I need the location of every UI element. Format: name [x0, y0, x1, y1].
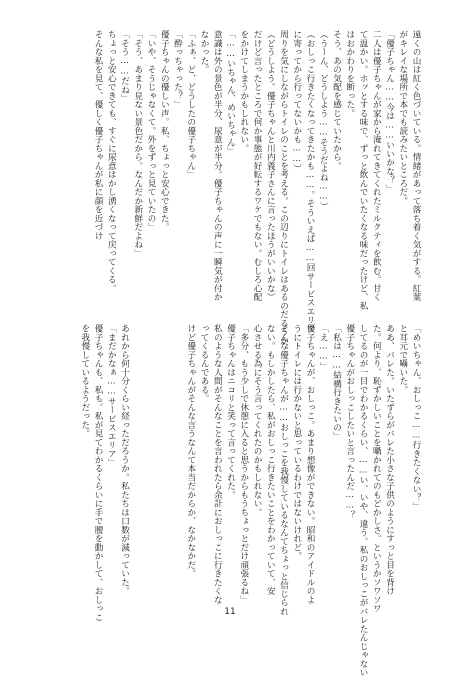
top-text-line: 「酔っちゃった？」 — [172, 30, 183, 109]
top-text-line: （おしっこ行きたくなってきたかも……。そういえば……回サービスエリア — [305, 30, 315, 334]
page-number: 11 — [224, 607, 236, 617]
top-text-line: はおかわりを断った。 — [344, 30, 355, 118]
bottom-text-line: 優子ちゃんがおしっこしたいと言ったんだ……？ — [344, 324, 355, 520]
bottom-text-line — [157, 324, 170, 588]
top-text-line: そう、あの気配を感じていたから。 — [331, 30, 342, 170]
bottom-text-line: そんな優子ちゃんが……おしっこを我慢しているなんてちょっと信じられ — [278, 324, 289, 616]
top-text-line: そんな私を見て、優しく優子ちゃんが私に顔を近づけ — [93, 30, 103, 240]
bottom-text-line: 私のような人間がそんなことを言われたら余計におしっこに行きたくな — [212, 324, 223, 604]
bottom-text-line: けど優子ちゃんがそんな言うなんて本当だからか、なかなかだ。 — [185, 324, 196, 578]
bottom-text-line: た。何より、恥ずかしいことを囁かれてのもどかしさ。というかソワソワ — [371, 324, 382, 613]
top-text-line: （どうしよう。優子ちゃんと川内義子さんに言ったほうがいいかな） — [265, 30, 276, 302]
bottom-text-line — [170, 324, 183, 588]
bottom-text-line: ああ、バレた。いたずらがバレた小さな子供のようにすっと目を背け — [384, 324, 395, 596]
top-text-line: がキレイな場所で本でも読みたいところだ。 — [397, 30, 408, 205]
top-text-line: なかった。 — [199, 30, 209, 74]
top-text-line: 「……いちゃん、めいちゃん」 — [225, 30, 236, 156]
bottom-text-line — [144, 324, 157, 588]
top-text-line: 周りを気にしながらトイレのことを考える。この辺りにトイレはあるのだろうか。 — [278, 30, 289, 354]
top-text-line: 「そう……だね」 — [119, 30, 130, 103]
bottom-text-line: ってくるんである。 — [199, 324, 209, 403]
bottom-text-line: 「え……」 — [318, 324, 329, 371]
bottom-text-line: 「まだかなぁ……サービスエリア」 — [106, 324, 117, 467]
bottom-text-line: 優子ちゃんはニコリと笑って言ってくれた。 — [225, 324, 236, 499]
top-text-line: だけど言ったところで何か事態が好転するワケでもない。むしろ心配 — [252, 30, 262, 302]
bottom-text-line: と耳元で囁いた。 — [397, 324, 408, 394]
top-text-line: 「そう、あまり見ない景色だから。なんだか新鮮だよね」 — [132, 30, 143, 258]
top-text-line: 意識は外の景色が半分、尿意が半分。優子ちゃんの声に一瞬気が付か — [212, 30, 223, 302]
top-text-line: 「優子ちゃん……今は……いいかな？」 — [384, 30, 395, 194]
top-text-line: 優子ちゃんの優しい声。私、ちょっと安心できた。 — [159, 30, 170, 232]
bottom-text-line: ない。もしかしたら、私がおしっこ行きたいことをわかっていて、安 — [265, 324, 276, 596]
bottom-text-line: 「めいちゃん、おしっこ……行きたくない？」 — [411, 324, 421, 511]
top-text-line: （うーん、どうしよう……そうだよね……） — [318, 30, 329, 211]
top-text-line: 遠くの山は紅く色づいている。情緒があって落ち着く気がする。紅葉 — [411, 30, 421, 302]
bottom-text-line: あれから何十分くらい経っただろうか。私たちは口数が減っていた。 — [119, 324, 130, 596]
bottom-text-line: うにトイレには行かないと思っているわけではないけれど。 — [291, 324, 302, 561]
bottom-text-line: 優子ちゃんも、私も。私が見てわかるくらいに手で腰を動かして、おしっこ — [93, 324, 103, 622]
top-text-block — [44, 30, 422, 354]
bottom-text-line: 優子ちゃんが、おしっこ。あまり想像ができない。昭和のアイドルのよ — [305, 324, 315, 604]
bottom-text-line: してるのが一目でわかるくらい、……い、いや、違う。私のおしっこがバレたんじゃない — [358, 324, 368, 677]
bottom-text-line: を我慢しているようだった。 — [79, 324, 90, 438]
top-text-line: 「ふぁ、ど、どうしたの優子ちゃん」 — [185, 30, 196, 179]
bottom-text-line: 心させる為にそう言ってくれたのかもしれない。 — [252, 324, 262, 517]
top-text-line: ちょっと安心できても、すぐに尿意はかし湧くなって戻ってくる。 — [106, 30, 117, 293]
top-text-line: て温かい。ホッとする味で、ずっと飲んでいたくなる味だったけど、私 — [358, 30, 368, 310]
top-text-line: 「いや、そうじゃなくて。外をずっと見ていたの」 — [146, 30, 156, 232]
top-text-line: に寄ってから行ってないかも……） — [291, 30, 302, 173]
top-text-line: 二人は優子ちゃんが家から淹れてきてくれたミルクティを飲む。甘く — [371, 30, 382, 302]
bottom-text-line: 「私は……結構行きたいの」 — [331, 324, 342, 441]
top-text-line: をかけてしまうかもしれない。 — [238, 30, 249, 153]
bottom-text-line — [131, 324, 144, 588]
bottom-text-line: 「多分、もう少しで休憩に入ると思うからもうちょっとだけ頑張るね」 — [238, 324, 249, 604]
